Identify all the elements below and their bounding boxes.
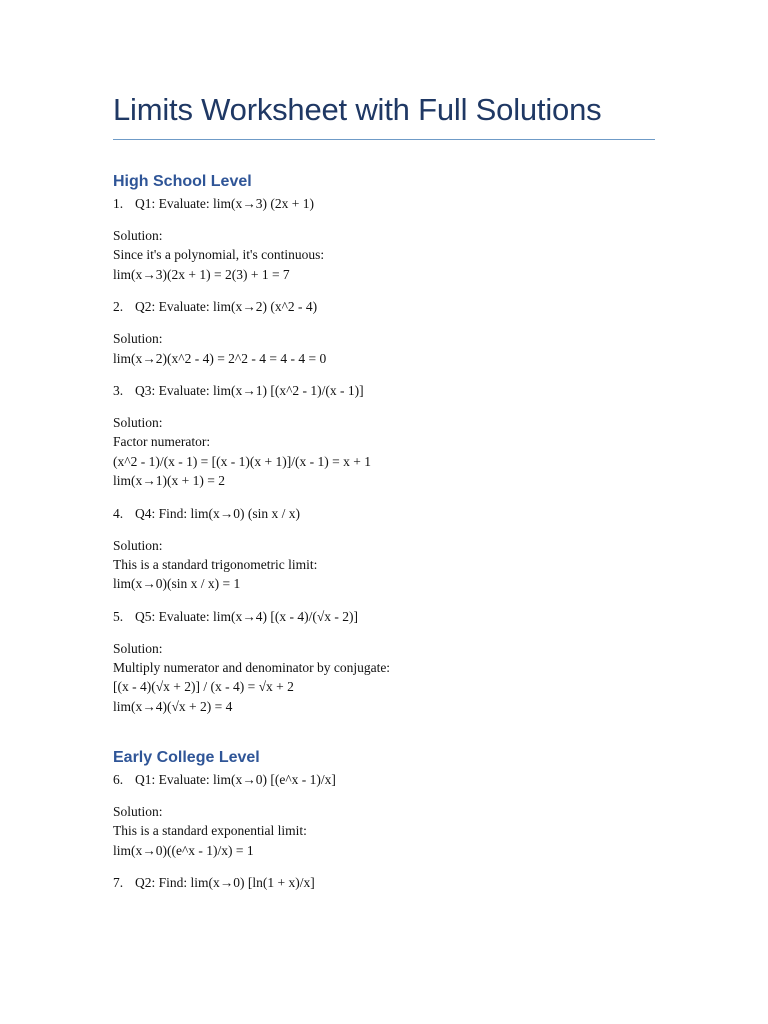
question-item [113, 770, 655, 860]
solution-line: This is a standard trigonometric limit: [113, 556, 318, 572]
section-heading: Early College Level [113, 749, 260, 766]
solution-line: This is a standard exponential limit: [113, 823, 307, 839]
question-number: 5. [113, 608, 124, 624]
question-number: 3. [113, 382, 124, 398]
question-number: 6. [113, 772, 124, 787]
question-item [113, 504, 655, 594]
solution-line: lim(x→2)(x^2 - 4) = 2^2 - 4 = 4 - 4 = 0 [113, 350, 327, 366]
question-number: 2. [113, 299, 124, 315]
question-item [113, 297, 655, 368]
question-text: Q1: Evaluate: lim(x→0) [(e^x - 1)/x] [135, 772, 336, 787]
question-line [113, 873, 655, 893]
solution-line: lim(x→0)(sin x / x) = 1 [113, 576, 241, 592]
solution-line: Multiply numerator and denominator by conjugate: [113, 660, 391, 676]
question-text: Q2: Find: lim(x→0) [ln(1 + x)/x] [135, 875, 315, 891]
solution-line: lim(x→1)(x + 1) = 2 [113, 473, 225, 489]
section-early-college [113, 746, 655, 893]
solution-line: Since it's a polynomial, it's continuous: [113, 247, 325, 263]
solution-block [113, 413, 655, 491]
question-text: Q3: Evaluate: lim(x→1) [(x^2 - 1)/(x - 1)] [135, 382, 364, 398]
solution-label: Solution: [113, 640, 163, 656]
solution-label: Solution: [113, 331, 163, 347]
solution-label: Solution: [113, 414, 163, 430]
solution-block [113, 329, 655, 368]
solution-block [113, 802, 655, 860]
question-line [113, 770, 655, 790]
question-number: 7. [113, 875, 124, 891]
title-divider [113, 139, 655, 140]
solution-line: lim(x→3)(2x + 1) = 2(3) + 1 = 7 [113, 266, 290, 282]
solution-line: Factor numerator: [113, 434, 211, 450]
question-line [113, 297, 655, 317]
solution-label: Solution: [113, 804, 163, 819]
question-number: 1. [113, 196, 124, 211]
solution-block [113, 639, 655, 717]
question-line [113, 607, 655, 627]
question-item [113, 873, 655, 893]
solution-line: [(x - 4)(√x + 2)] / (x - 4) = √x + 2 [113, 679, 294, 695]
question-text: Q1: Evaluate: lim(x→3) (2x + 1) [135, 196, 314, 211]
solution-line: lim(x→0)((e^x - 1)/x) = 1 [113, 842, 254, 858]
question-text: Q2: Evaluate: lim(x→2) (x^2 - 4) [135, 299, 318, 315]
solution-block [113, 226, 655, 284]
question-line [113, 504, 655, 524]
solution-label: Solution: [113, 228, 163, 243]
solution-label: Solution: [113, 537, 163, 553]
solution-line: (x^2 - 1)/(x - 1) = [(x - 1)(x + 1)]/(x - 1) = x + 1 [113, 453, 371, 469]
question-text: Q4: Find: lim(x→0) (sin x / x) [135, 505, 300, 521]
question-item [113, 607, 655, 717]
section-high-school [113, 170, 655, 716]
section-heading: High School Level [113, 173, 252, 190]
question-line [113, 381, 655, 401]
question-line [113, 194, 655, 214]
solution-block [113, 536, 655, 594]
question-item [113, 381, 655, 491]
solution-line: lim(x→4)(√x + 2) = 4 [113, 698, 233, 714]
question-text: Q5: Evaluate: lim(x→4) [(x - 4)/(√x - 2)] [135, 608, 358, 624]
question-item [113, 194, 655, 284]
document-title: Limits Worksheet with Full Solutions [113, 92, 602, 127]
question-number: 4. [113, 505, 124, 521]
